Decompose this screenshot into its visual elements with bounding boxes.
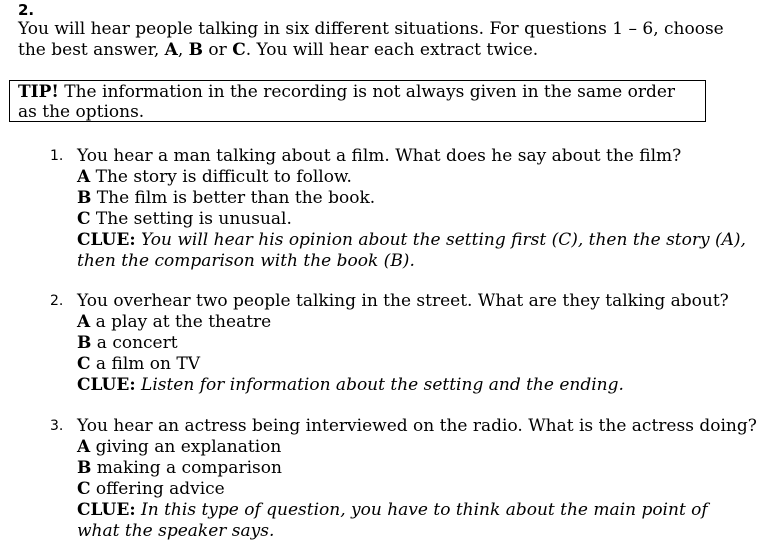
option-letter: B: [77, 458, 92, 478]
question-2: [50, 291, 750, 396]
question-number: 3.: [50, 418, 64, 434]
option-c: [77, 209, 750, 230]
question-3: [50, 416, 757, 542]
clue-label: CLUE:: [77, 230, 136, 250]
option-text: The story is difficult to follow.: [90, 167, 352, 187]
option-c: [77, 479, 750, 500]
section-number: 2.: [18, 1, 35, 19]
question-body: [77, 291, 750, 396]
question-stem: You hear an actress being interviewed on the radio. What is the actress doing?: [77, 416, 757, 436]
option-text: a play at the theatre: [90, 312, 272, 332]
option-letter: C: [77, 209, 91, 229]
clue: [77, 230, 750, 272]
option-text: The film is better than the book.: [91, 188, 376, 208]
question-number: 1.: [50, 148, 64, 164]
option-b: [77, 333, 750, 354]
option-letter: A: [77, 167, 91, 187]
option-b: [77, 188, 750, 209]
option-text: a film on TV: [90, 354, 200, 374]
clue-text: You will hear his opinion about the setting first (C), then the story (A), then the comparison with the book (B).: [77, 230, 746, 271]
clue-text: Listen for information about the setting and the ending.: [135, 375, 624, 395]
option-letter: A: [77, 312, 91, 332]
instructions-separator: or: [203, 40, 233, 60]
option-a-reference: A: [164, 40, 178, 60]
option-letter: C: [77, 479, 91, 499]
instructions-text-end: . You will hear each extract twice.: [245, 40, 539, 60]
option-b-reference: B: [188, 40, 204, 60]
option-text: giving an explanation: [90, 437, 282, 457]
option-b: [77, 458, 750, 479]
instructions-text: You will hear people talking in six different situations. For questions 1 – 6, choose the best answer,: [18, 19, 724, 60]
tip-box: [9, 80, 706, 122]
instructions-paragraph: [18, 19, 748, 61]
option-letter: B: [77, 333, 92, 353]
option-letter: C: [77, 354, 91, 374]
clue-label: CLUE:: [77, 375, 136, 395]
option-c: [77, 354, 750, 375]
clue: [77, 375, 750, 396]
question-1: [50, 146, 750, 272]
option-a: [77, 167, 750, 188]
question-stem: You hear a man talking about a film. What does he say about the film?: [77, 146, 682, 166]
instructions-separator: ,: [177, 40, 189, 60]
option-a: [77, 437, 750, 458]
option-letter: A: [77, 437, 91, 457]
tip-text: The information in the recording is not always given in the same order as the options.: [18, 82, 676, 122]
option-text: The setting is unusual.: [90, 209, 292, 229]
clue-text: In this type of question, you have to think about the main point of what the speaker says.: [77, 500, 708, 541]
clue-label: CLUE:: [77, 500, 136, 520]
option-text: making a comparison: [91, 458, 282, 478]
question-body: [77, 146, 750, 272]
option-c-reference: C: [232, 40, 246, 60]
question-stem: You overhear two people talking in the street. What are they talking about?: [77, 291, 729, 311]
tip-label: TIP!: [18, 82, 59, 102]
option-letter: B: [77, 188, 92, 208]
option-text: a concert: [91, 333, 178, 353]
option-a: [77, 312, 750, 333]
question-body: [77, 416, 757, 542]
question-number: 2.: [50, 293, 64, 309]
option-text: offering advice: [90, 479, 225, 499]
clue: [77, 500, 750, 542]
